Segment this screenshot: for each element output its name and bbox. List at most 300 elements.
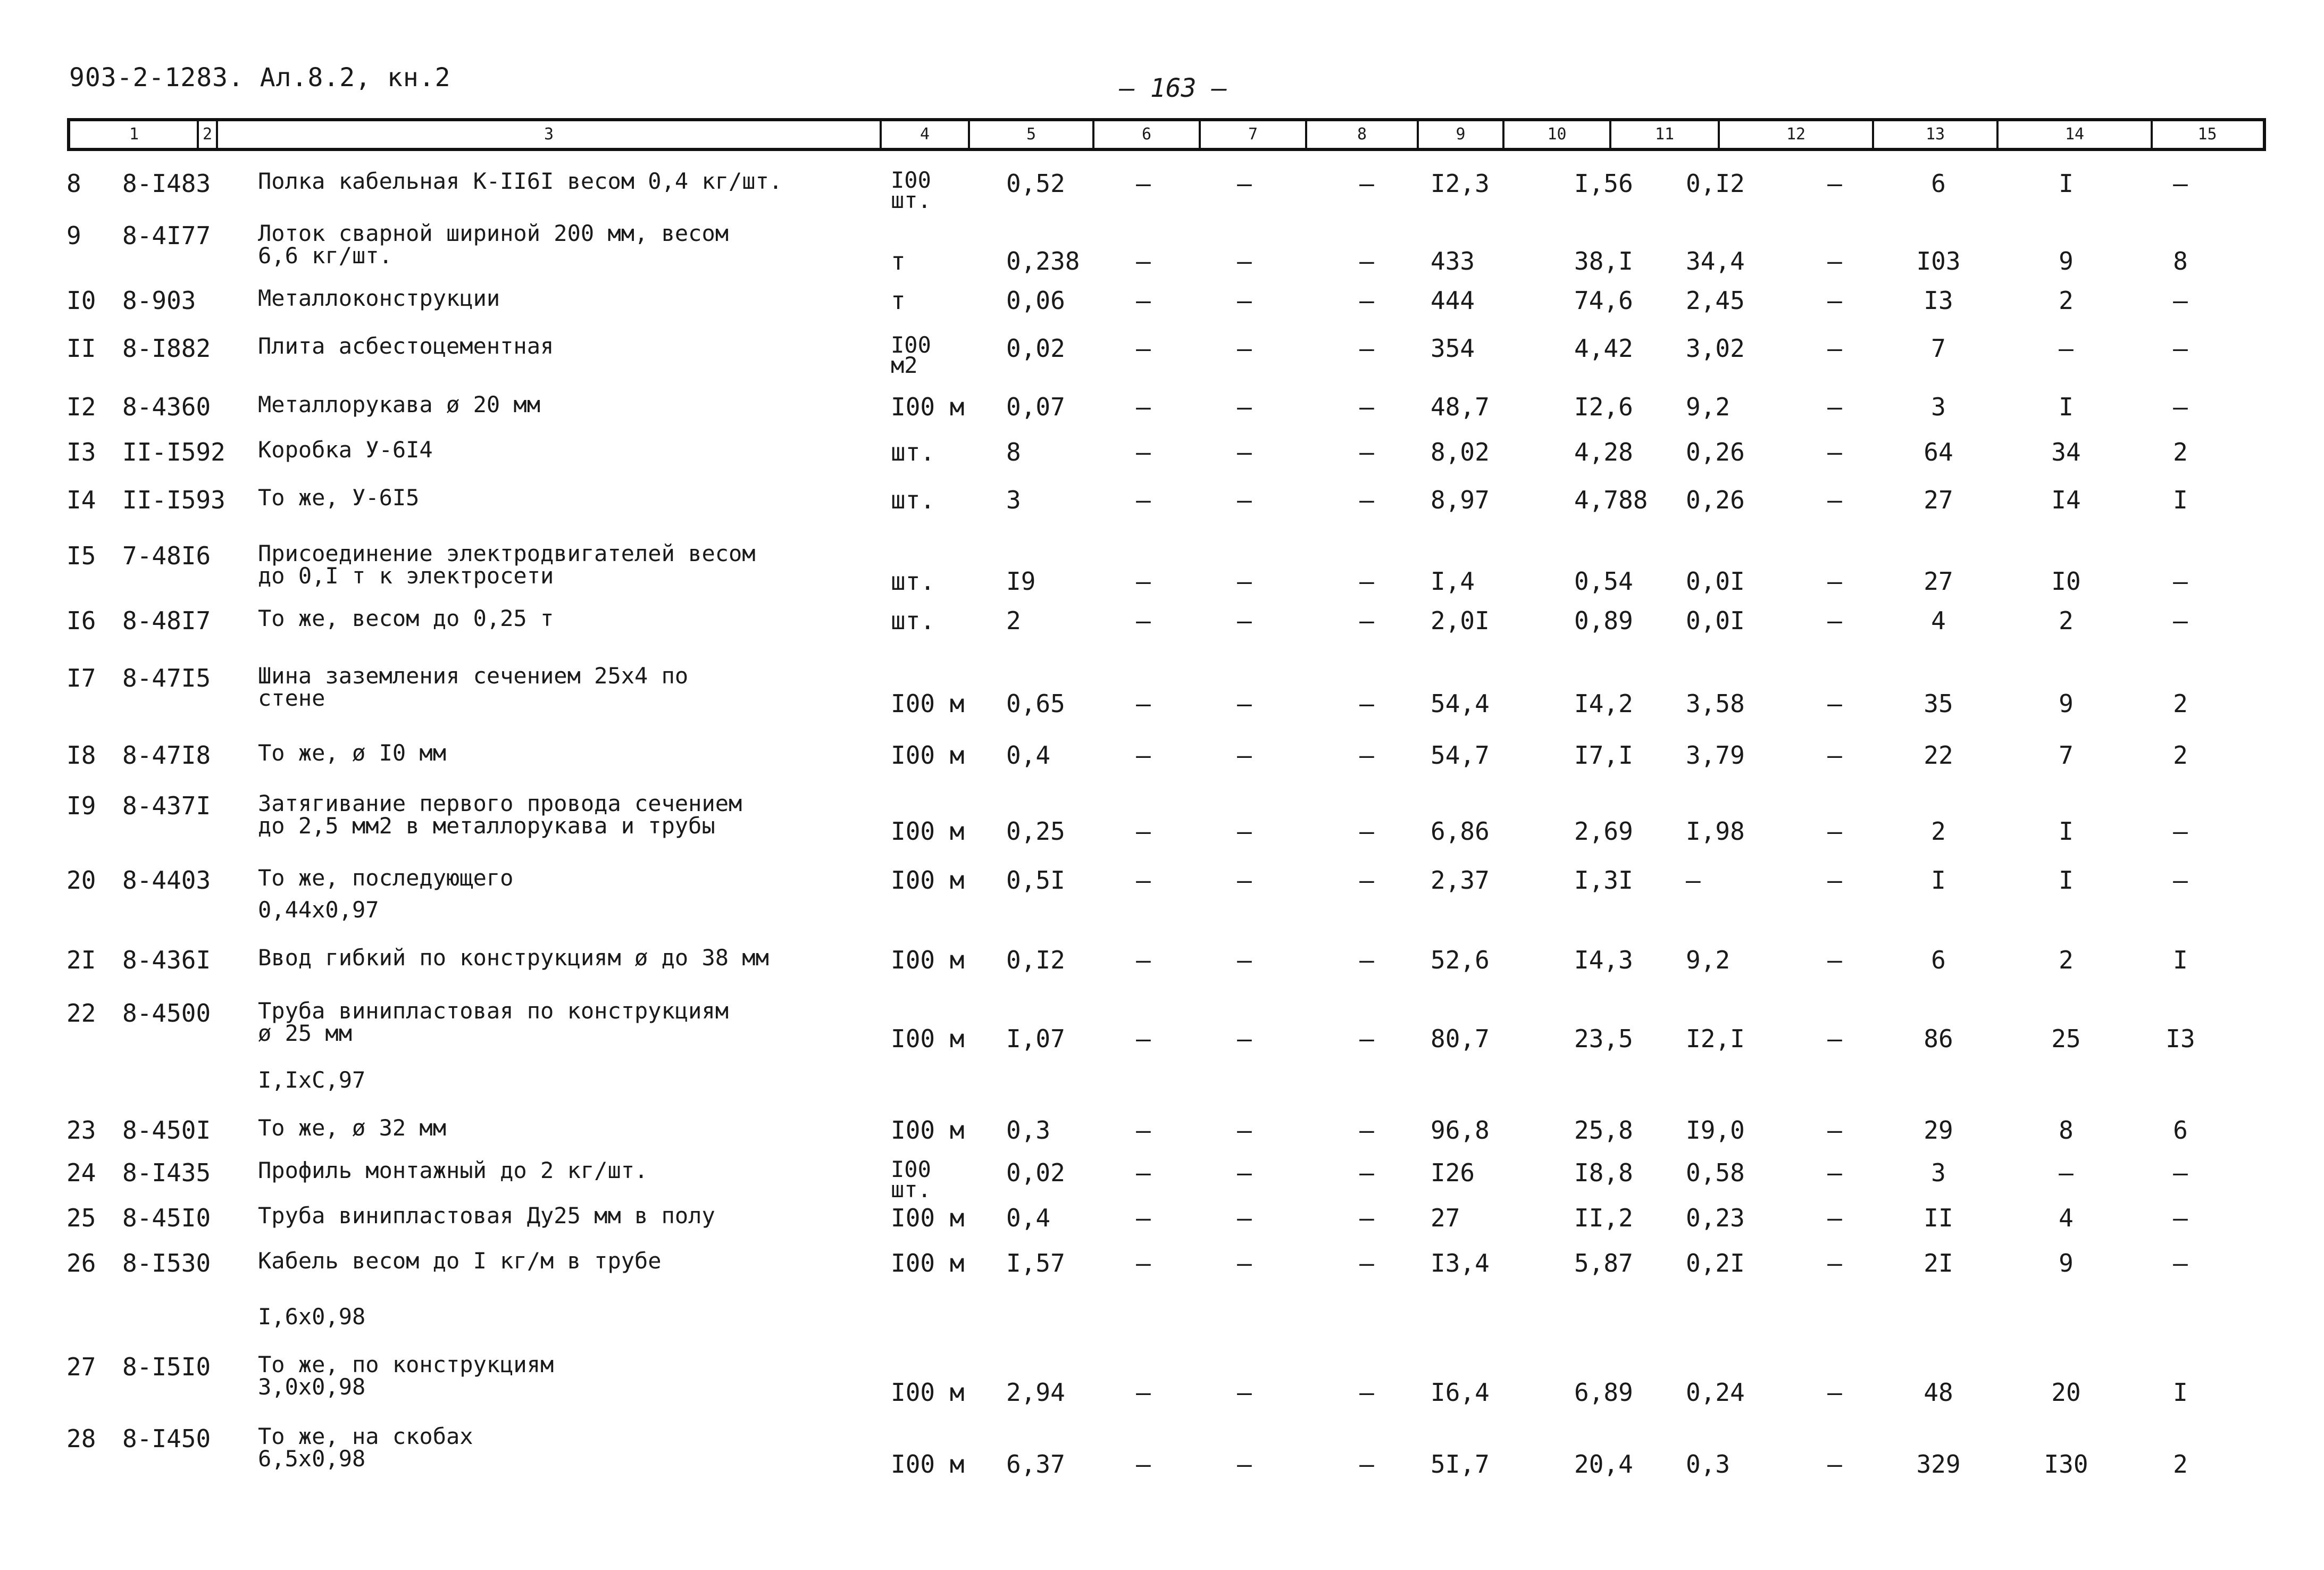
quantity: 0,4 xyxy=(1006,741,1051,770)
col9-value: 52,6 xyxy=(1431,946,1490,974)
col7-value: – xyxy=(1237,1116,1252,1145)
col11-value: 0,2I xyxy=(1686,1249,1745,1277)
norm-code: 8-4403 xyxy=(122,866,211,895)
col12-value: – xyxy=(1827,567,1842,596)
col12-value: – xyxy=(1827,247,1842,275)
quantity: 0,65 xyxy=(1006,689,1065,718)
col11-value: 0,I2 xyxy=(1686,169,1745,198)
col8-value: – xyxy=(1359,438,1374,466)
col12-value: – xyxy=(1827,438,1842,466)
col11-value: 0,58 xyxy=(1686,1158,1745,1187)
quantity: 2,94 xyxy=(1006,1378,1065,1407)
column-header: 7 xyxy=(1248,125,1258,144)
row-number: 28 xyxy=(66,1424,96,1453)
work-description: Металлорукава ø 20 мм xyxy=(258,391,541,417)
col6-value: – xyxy=(1136,334,1151,363)
col6-value: – xyxy=(1136,866,1151,895)
norm-code: 8-I882 xyxy=(122,334,211,363)
col9-value: 54,4 xyxy=(1431,689,1490,718)
col6-value: – xyxy=(1136,1204,1151,1232)
col14-value: I xyxy=(2059,392,2074,421)
norm-code: II-I592 xyxy=(122,438,225,466)
col8-value: – xyxy=(1359,1249,1374,1277)
table-row xyxy=(0,540,2324,596)
col10-value: I2,6 xyxy=(1574,392,1633,421)
col14-value: 20 xyxy=(2051,1378,2081,1407)
col13-value: 27 xyxy=(1924,567,1953,596)
col14-value: I xyxy=(2059,817,2074,846)
col7-value: – xyxy=(1237,392,1252,421)
col13-value: 3 xyxy=(1931,392,1946,421)
norm-code: 8-4360 xyxy=(122,392,211,421)
col9-value: 2,37 xyxy=(1431,866,1490,895)
unit-of-measure: шт. xyxy=(891,606,935,635)
col10-value: 6,89 xyxy=(1574,1378,1633,1407)
quantity: 0,02 xyxy=(1006,334,1065,363)
col12-value: – xyxy=(1827,741,1842,770)
row-number: 23 xyxy=(66,1116,96,1145)
col6-value: – xyxy=(1136,946,1151,974)
norm-code: 8-I5I0 xyxy=(122,1352,211,1381)
norm-code: II-I593 xyxy=(122,486,225,514)
col8-value: – xyxy=(1359,817,1374,846)
work-description: То же, У-6I5 xyxy=(258,485,420,511)
col8-value: – xyxy=(1359,1204,1374,1232)
col7-value: – xyxy=(1237,606,1252,635)
col6-value: – xyxy=(1136,689,1151,718)
row-number: 8 xyxy=(66,169,81,198)
norm-code: 8-45I0 xyxy=(122,1204,211,1232)
col15-value: – xyxy=(2173,1204,2188,1232)
col6-value: – xyxy=(1136,1158,1151,1187)
row-number: 27 xyxy=(66,1352,96,1381)
col10-value: 4,28 xyxy=(1574,438,1633,466)
column-header: 5 xyxy=(1026,125,1036,144)
col13-value: 2 xyxy=(1931,817,1946,846)
col15-value: – xyxy=(2173,866,2188,895)
table-row xyxy=(0,332,2324,378)
col8-value: – xyxy=(1359,247,1374,275)
col11-value: 2,45 xyxy=(1686,286,1745,315)
col14-value: I30 xyxy=(2044,1450,2088,1479)
table-row xyxy=(0,1423,2324,1479)
col12-value: – xyxy=(1827,1158,1842,1187)
work-description: Полка кабельная К-II6I весом 0,4 кг/шт. xyxy=(258,168,783,194)
work-description: Лоток сварной шириной 200 мм, весом 6,6 кг/шт. xyxy=(258,220,729,269)
col10-value: 0,54 xyxy=(1574,567,1633,596)
header-divider xyxy=(1609,121,1611,148)
row-number: 2I xyxy=(66,946,96,974)
column-header: 2 xyxy=(202,125,213,144)
col14-value: 34 xyxy=(2051,438,2081,466)
norm-code: 8-4500 xyxy=(122,999,211,1028)
col14-value: 7 xyxy=(2059,741,2074,770)
col6-value: – xyxy=(1136,606,1151,635)
col7-value: – xyxy=(1237,689,1252,718)
col15-value: – xyxy=(2173,817,2188,846)
work-description: Затягивание первого провода сечением до 2,5 мм2 в металлорукава и трубы xyxy=(258,790,742,839)
col7-value: – xyxy=(1237,946,1252,974)
unit-of-measure: I00 шт. xyxy=(891,1156,931,1202)
col12-value: – xyxy=(1827,1450,1842,1479)
col14-value: I0 xyxy=(2051,567,2081,596)
unit-of-measure: I00 м xyxy=(891,1116,965,1145)
col6-value: – xyxy=(1136,1116,1151,1145)
col13-value: 35 xyxy=(1924,689,1953,718)
quantity: I9 xyxy=(1006,567,1036,596)
row-number: I5 xyxy=(66,541,96,570)
row-number: I2 xyxy=(66,392,96,421)
col15-value: – xyxy=(2173,286,2188,315)
col6-value: – xyxy=(1136,567,1151,596)
col12-value: – xyxy=(1827,1204,1842,1232)
col9-value: I6,4 xyxy=(1431,1378,1490,1407)
row-number: 9 xyxy=(66,221,81,250)
quantity: 0,238 xyxy=(1006,247,1080,275)
col12-value: – xyxy=(1827,392,1842,421)
unit-of-measure: I00 м xyxy=(891,1249,965,1277)
col7-value: – xyxy=(1237,247,1252,275)
col11-value: 9,2 xyxy=(1686,946,1731,974)
col15-value: I xyxy=(2173,946,2188,974)
col10-value: I,56 xyxy=(1574,169,1633,198)
col6-value: – xyxy=(1136,1249,1151,1277)
row-number: I0 xyxy=(66,286,96,315)
col11-value: 0,24 xyxy=(1686,1378,1745,1407)
col10-value: I4,3 xyxy=(1574,946,1633,974)
col15-value: – xyxy=(2173,606,2188,635)
col7-value: – xyxy=(1237,334,1252,363)
unit-of-measure: I00 м xyxy=(891,392,965,421)
col13-value: 64 xyxy=(1924,438,1953,466)
col12-value: – xyxy=(1827,817,1842,846)
row-number: II xyxy=(66,334,96,363)
col13-value: 48 xyxy=(1924,1378,1953,1407)
row-number: 25 xyxy=(66,1204,96,1232)
col6-value: – xyxy=(1136,438,1151,466)
col8-value: – xyxy=(1359,286,1374,315)
header-divider xyxy=(968,121,970,148)
work-description: То же, по конструкциям 3,0х0,98 xyxy=(258,1351,554,1400)
work-description: Ввод гибкий по конструкциям ø до 38 мм xyxy=(258,945,769,971)
col9-value: I,4 xyxy=(1431,567,1475,596)
column-header: 1 xyxy=(129,125,139,144)
col11-value: 0,3 xyxy=(1686,1450,1731,1479)
col14-value: – xyxy=(2059,334,2074,363)
col9-value: 8,97 xyxy=(1431,486,1490,514)
col10-value: 23,5 xyxy=(1574,1024,1633,1053)
col11-value: 3,58 xyxy=(1686,689,1745,718)
col10-value: I,3I xyxy=(1574,866,1633,895)
col10-value: I8,8 xyxy=(1574,1158,1633,1187)
unit-of-measure: I00 м xyxy=(891,1024,965,1053)
col8-value: – xyxy=(1359,1024,1374,1053)
col15-value: 6 xyxy=(2173,1116,2188,1145)
header-divider xyxy=(197,121,199,148)
col10-value: I7,I xyxy=(1574,741,1633,770)
col6-value: – xyxy=(1136,486,1151,514)
col15-value: I3 xyxy=(2166,1024,2195,1053)
quantity: I,07 xyxy=(1006,1024,1065,1053)
unit-of-measure: I00 м xyxy=(891,1450,965,1479)
row-number: I7 xyxy=(66,664,96,692)
col9-value: 27 xyxy=(1431,1204,1460,1232)
header-divider xyxy=(2151,121,2153,148)
col14-value: 25 xyxy=(2051,1024,2081,1053)
table-row xyxy=(0,1156,2324,1202)
col6-value: – xyxy=(1136,1378,1151,1407)
col10-value: 4,42 xyxy=(1574,334,1633,363)
header-divider xyxy=(1872,121,1874,148)
header-divider xyxy=(1199,121,1201,148)
col7-value: – xyxy=(1237,1450,1252,1479)
col13-value: 2I xyxy=(1924,1249,1953,1277)
column-header: 13 xyxy=(1925,125,1945,144)
col10-value: 20,4 xyxy=(1574,1450,1633,1479)
col10-value: 25,8 xyxy=(1574,1116,1633,1145)
col12-value: – xyxy=(1827,689,1842,718)
col15-value: 8 xyxy=(2173,247,2188,275)
col10-value: II,2 xyxy=(1574,1204,1633,1232)
col10-value: 5,87 xyxy=(1574,1249,1633,1277)
col11-value: 0,26 xyxy=(1686,486,1745,514)
col12-value: – xyxy=(1827,486,1842,514)
work-description: То же, ø 32 мм xyxy=(258,1115,447,1141)
col11-value: 0,26 xyxy=(1686,438,1745,466)
col11-value: 9,2 xyxy=(1686,392,1731,421)
unit-of-measure: I00 м xyxy=(891,1204,965,1232)
row-number: I6 xyxy=(66,606,96,635)
table-row xyxy=(0,167,2324,213)
column-header: 15 xyxy=(2197,125,2217,144)
col9-value: 8,02 xyxy=(1431,438,1490,466)
col15-value: – xyxy=(2173,1158,2188,1187)
work-description: Профиль монтажный до 2 кг/шт. xyxy=(258,1157,648,1183)
col10-value: 4,788 xyxy=(1574,486,1648,514)
col12-value: – xyxy=(1827,866,1842,895)
col8-value: – xyxy=(1359,1378,1374,1407)
col11-value: 34,4 xyxy=(1686,247,1745,275)
col15-value: I xyxy=(2173,486,2188,514)
col12-value: – xyxy=(1827,286,1842,315)
col8-value: – xyxy=(1359,606,1374,635)
col10-value: 38,I xyxy=(1574,247,1633,275)
unit-of-measure: т xyxy=(891,286,906,315)
col15-value: I xyxy=(2173,1378,2188,1407)
work-description: То же, последующего xyxy=(258,865,514,891)
col7-value: – xyxy=(1237,567,1252,596)
col9-value: 80,7 xyxy=(1431,1024,1490,1053)
col14-value: I xyxy=(2059,866,2074,895)
col13-value: II xyxy=(1924,1204,1953,1232)
col11-value: 0,0I xyxy=(1686,567,1745,596)
norm-code: 8-903 xyxy=(122,286,196,315)
norm-code: 8-47I8 xyxy=(122,741,211,770)
row-number: I3 xyxy=(66,438,96,466)
unit-of-measure: I00 м xyxy=(891,866,965,895)
col14-value: 2 xyxy=(2059,946,2074,974)
col8-value: – xyxy=(1359,392,1374,421)
col9-value: 96,8 xyxy=(1431,1116,1490,1145)
unit-of-measure: I00 м xyxy=(891,817,965,846)
column-header: 3 xyxy=(544,125,554,144)
col9-value: I3,4 xyxy=(1431,1249,1490,1277)
row-number: I9 xyxy=(66,791,96,820)
col8-value: – xyxy=(1359,169,1374,198)
col6-value: – xyxy=(1136,1024,1151,1053)
col13-value: 6 xyxy=(1931,946,1946,974)
col9-value: 54,7 xyxy=(1431,741,1490,770)
col8-value: – xyxy=(1359,1158,1374,1187)
col9-value: I26 xyxy=(1431,1158,1475,1187)
col13-value: I03 xyxy=(1916,247,1961,275)
col13-value: 29 xyxy=(1924,1116,1953,1145)
col6-value: – xyxy=(1136,247,1151,275)
quantity: 0,I2 xyxy=(1006,946,1065,974)
quantity: 6,37 xyxy=(1006,1450,1065,1479)
col14-value: 2 xyxy=(2059,606,2074,635)
col13-value: 86 xyxy=(1924,1024,1953,1053)
norm-code: 8-450I xyxy=(122,1116,211,1145)
col6-value: – xyxy=(1136,392,1151,421)
unit-of-measure: I00 м xyxy=(891,1378,965,1407)
document-code: 903-2-1283. Ал.8.2, кн.2 xyxy=(69,63,451,93)
col12-value: – xyxy=(1827,1116,1842,1145)
norm-code: 8-I483 xyxy=(122,169,211,198)
work-description: Присоединение электродвигателей весом до 0,I т к электросети xyxy=(258,540,756,589)
work-description: То же, на скобах 6,5х0,98 xyxy=(258,1423,473,1472)
header-divider xyxy=(880,121,882,148)
col8-value: – xyxy=(1359,486,1374,514)
work-description: Труба винипластовая Ду25 мм в полу xyxy=(258,1202,715,1229)
norm-code: 8-I450 xyxy=(122,1424,211,1453)
col9-value: 2,0I xyxy=(1431,606,1490,635)
col14-value: 9 xyxy=(2059,247,2074,275)
unit-of-measure: т xyxy=(891,247,906,275)
work-description: Труба винипластовая по конструкциям ø 25 мм xyxy=(258,998,729,1046)
col13-value: 329 xyxy=(1916,1450,1961,1479)
col8-value: – xyxy=(1359,1116,1374,1145)
quantity: 0,25 xyxy=(1006,817,1065,846)
col13-value: 3 xyxy=(1931,1158,1946,1187)
col8-value: – xyxy=(1359,1450,1374,1479)
col15-value: 2 xyxy=(2173,438,2188,466)
col12-value: – xyxy=(1827,1378,1842,1407)
col7-value: – xyxy=(1237,741,1252,770)
quantity: 0,06 xyxy=(1006,286,1065,315)
col15-value: 2 xyxy=(2173,1450,2188,1479)
work-description: То же, ø I0 мм xyxy=(258,740,447,766)
col14-value: – xyxy=(2059,1158,2074,1187)
work-description: Металлоконструкции xyxy=(258,285,500,311)
col9-value: 48,7 xyxy=(1431,392,1490,421)
col12-value: – xyxy=(1827,169,1842,198)
col7-value: – xyxy=(1237,1204,1252,1232)
unit-of-measure: I00 м xyxy=(891,946,965,974)
row-number: I4 xyxy=(66,486,96,514)
quantity: 0,3 xyxy=(1006,1116,1051,1145)
col9-value: 5I,7 xyxy=(1431,1450,1490,1479)
column-header: 4 xyxy=(919,125,930,144)
quantity: I,57 xyxy=(1006,1249,1065,1277)
col15-value: 2 xyxy=(2173,741,2188,770)
col15-value: 2 xyxy=(2173,689,2188,718)
norm-code: 8-47I5 xyxy=(122,664,211,692)
work-description: Шина заземления сечением 25х4 по стене xyxy=(258,663,689,711)
table-row xyxy=(0,285,2324,315)
col9-value: 6,86 xyxy=(1431,817,1490,846)
quantity: 3 xyxy=(1006,486,1021,514)
col13-value: 27 xyxy=(1924,486,1953,514)
col13-value: 22 xyxy=(1924,741,1953,770)
col15-value: – xyxy=(2173,392,2188,421)
col13-value: I xyxy=(1931,866,1946,895)
norm-code: 8-437I xyxy=(122,791,211,820)
work-description: То же, весом до 0,25 т xyxy=(258,605,554,631)
col9-value: 354 xyxy=(1431,334,1475,363)
col7-value: – xyxy=(1237,1158,1252,1187)
norm-code: 8-48I7 xyxy=(122,606,211,635)
column-header: 12 xyxy=(1786,125,1806,144)
col14-value: 2 xyxy=(2059,286,2074,315)
col10-value: I4,2 xyxy=(1574,689,1633,718)
col13-value: 6 xyxy=(1931,169,1946,198)
table-header xyxy=(67,118,2266,151)
col6-value: – xyxy=(1136,169,1151,198)
col12-value: – xyxy=(1827,606,1842,635)
col7-value: – xyxy=(1237,1024,1252,1053)
norm-code: 7-48I6 xyxy=(122,541,211,570)
col12-value: – xyxy=(1827,946,1842,974)
column-header: 9 xyxy=(1456,125,1466,144)
col8-value: – xyxy=(1359,866,1374,895)
quantity: 2 xyxy=(1006,606,1021,635)
header-divider xyxy=(1996,121,1999,148)
col10-value: 74,6 xyxy=(1574,286,1633,315)
col15-value: – xyxy=(2173,567,2188,596)
col14-value: I xyxy=(2059,169,2074,198)
unit-of-measure: I00 м xyxy=(891,741,965,770)
col7-value: – xyxy=(1237,817,1252,846)
col10-value: 2,69 xyxy=(1574,817,1633,846)
norm-code: 8-4I77 xyxy=(122,221,211,250)
work-description: I,6х0,98 xyxy=(258,1304,366,1330)
col11-value: I9,0 xyxy=(1686,1116,1745,1145)
col7-value: – xyxy=(1237,866,1252,895)
norm-code: 8-436I xyxy=(122,946,211,974)
table-row xyxy=(0,1067,2324,1093)
work-description: Плита асбестоцементная xyxy=(258,333,554,359)
header-divider xyxy=(1092,121,1094,148)
col11-value: I,98 xyxy=(1686,817,1745,846)
col8-value: – xyxy=(1359,946,1374,974)
quantity: 0,5I xyxy=(1006,866,1065,895)
quantity: 8 xyxy=(1006,438,1021,466)
col14-value: I4 xyxy=(2051,486,2081,514)
row-number: 20 xyxy=(66,866,96,895)
page-number: — 163 — xyxy=(1119,73,1227,103)
col14-value: 9 xyxy=(2059,1249,2074,1277)
col9-value: 444 xyxy=(1431,286,1475,315)
column-header: 8 xyxy=(1357,125,1367,144)
col11-value: – xyxy=(1686,866,1701,895)
col14-value: 8 xyxy=(2059,1116,2074,1145)
col6-value: – xyxy=(1136,741,1151,770)
col8-value: – xyxy=(1359,334,1374,363)
col11-value: I2,I xyxy=(1686,1024,1745,1053)
column-header: 6 xyxy=(1141,125,1152,144)
col7-value: – xyxy=(1237,486,1252,514)
